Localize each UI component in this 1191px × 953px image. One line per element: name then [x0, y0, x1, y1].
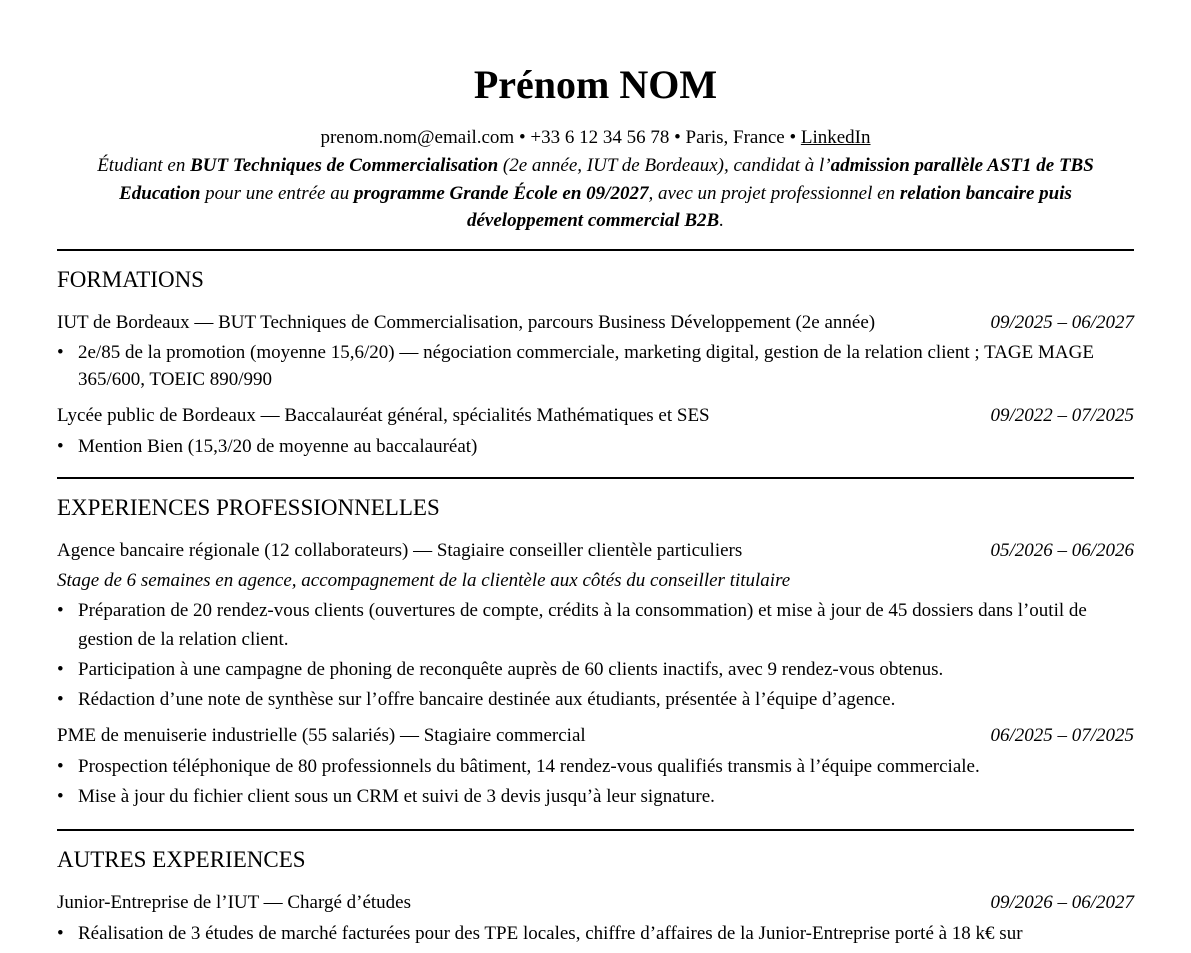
section-divider — [57, 249, 1134, 251]
experience-entry — [57, 537, 1134, 714]
other-experience-entry — [57, 889, 1134, 948]
entry-title: Agence bancaire régionale (12 collaborateurs) — Stagiaire conseiller clientèle particuliers — [57, 539, 743, 561]
summary-text: , avec un projet professionnel en — [648, 182, 900, 204]
contact-separator: • — [669, 127, 686, 148]
entry-dates: 05/2026 – 06/2026 — [990, 539, 1134, 561]
contact-location: Paris, France — [685, 127, 785, 148]
section-divider — [57, 829, 1134, 831]
contact-phone: +33 6 12 34 56 78 — [530, 127, 670, 148]
summary-highlight: BUT Techniques de Commercialisation — [190, 155, 499, 176]
section-title: EXPERIENCES PROFESSIONNELLES — [57, 494, 440, 520]
education-entry — [57, 309, 1134, 393]
entry-dates: 09/2022 – 07/2025 — [990, 404, 1134, 426]
section-title: AUTRES EXPERIENCES — [57, 846, 306, 872]
bullet-item: • 2e/85 de la promotion (moyenne 15,6/20) — négociation commerciale, marketing digital, gestion de la relation client ; TAGE MAGE 365/600, TOEIC 890/990 — [57, 339, 1134, 393]
entry-bullets — [57, 919, 1134, 948]
bullet-item: • Réalisation de 3 études de marché facturées pour des TPE locales, chiffre d’affaires de la Junior-Entreprise porté à 18 k€ sur — [57, 919, 1134, 948]
section-divider — [57, 477, 1134, 479]
summary-text: pour une entrée au — [200, 182, 354, 204]
summary-highlight: programme Grande École en 09/2027 — [353, 182, 649, 204]
entry-header — [57, 889, 1134, 916]
bullet-item: • Mention Bien (15,3/20 de moyenne au baccalauréat) — [57, 432, 1134, 461]
entry-title: PME de menuiserie industrielle (55 salariés) — Stagiaire commercial — [57, 724, 586, 746]
entry-dates: 09/2025 – 06/2027 — [990, 311, 1134, 333]
bullet-item: • Prospection téléphonique de 80 professionnels du bâtiment, 14 rendez-vous qualifiés transmis à l’équipe commerciale. — [57, 752, 1134, 781]
entry-dates: 06/2025 – 07/2025 — [990, 724, 1134, 746]
summary-highlight: relation bancaire puis développement commercial B2B — [467, 182, 1072, 231]
contact-separator: • — [784, 127, 801, 148]
entry-title: Junior-Entreprise de l’IUT — Chargé d’études — [57, 891, 412, 913]
contact-line — [57, 124, 1134, 152]
entry-header — [57, 722, 1134, 749]
bullet-item: • Mise à jour du fichier client sous un CRM et suivi de 3 devis jusqu’à leur signature. — [57, 782, 1134, 811]
experiences-section — [57, 493, 1134, 811]
contact-email[interactable]: prenom.nom@email.com — [320, 127, 515, 148]
summary-text: . — [719, 210, 724, 231]
entry-title: Lycée public de Bordeaux — Baccalauréat général, spécialités Mathématiques et SES — [57, 404, 710, 426]
entry-header — [57, 537, 1134, 564]
linkedin-link[interactable]: LinkedIn — [800, 127, 871, 148]
contact-separator: • — [514, 127, 531, 148]
entry-dates: 09/2026 – 06/2027 — [990, 891, 1134, 913]
candidate-name: Prénom NOM — [473, 62, 718, 107]
formations-section — [57, 265, 1134, 461]
summary-text: (2e année, IUT de Bordeaux), candidat à l’ — [498, 155, 831, 176]
entry-header — [57, 309, 1134, 336]
summary-highlight: admission parallèle AST1 de TBS Education — [119, 155, 1094, 204]
bullet-item: • Préparation de 20 rendez-vous clients (ouvertures de compte, crédits à la consommation) et mise à jour de 45 dossiers dans l’outil de gestion de la relation client. — [57, 596, 1134, 654]
other-experiences-section — [57, 845, 1134, 948]
entry-subtitle: Stage de 6 semaines en agence, accompagnement de la clientèle aux côtés du conseiller titulaire — [57, 569, 791, 591]
bullet-item: • Rédaction d’une note de synthèse sur l’offre bancaire destinée aux étudiants, présentée à l’équipe d’agence. — [57, 685, 1134, 714]
section-title: FORMATIONS — [57, 266, 204, 292]
entry-header — [57, 402, 1134, 429]
entry-bullets — [57, 596, 1134, 714]
bullet-item: • Participation à une campagne de phoning de reconquête auprès de 60 clients inactifs, avec 9 rendez-vous obtenus. — [57, 655, 1134, 684]
entry-bullets — [57, 432, 1134, 461]
summary-text: Étudiant en — [97, 155, 191, 176]
education-entry — [57, 402, 1134, 461]
entry-bullets — [57, 752, 1134, 811]
entry-title: IUT de Bordeaux — BUT Techniques de Commercialisation, parcours Business Développement (2e année) — [57, 311, 876, 333]
profile-summary — [57, 152, 1134, 235]
experience-entry — [57, 722, 1134, 811]
entry-bullets — [57, 339, 1134, 393]
resume-page — [57, 0, 1134, 948]
